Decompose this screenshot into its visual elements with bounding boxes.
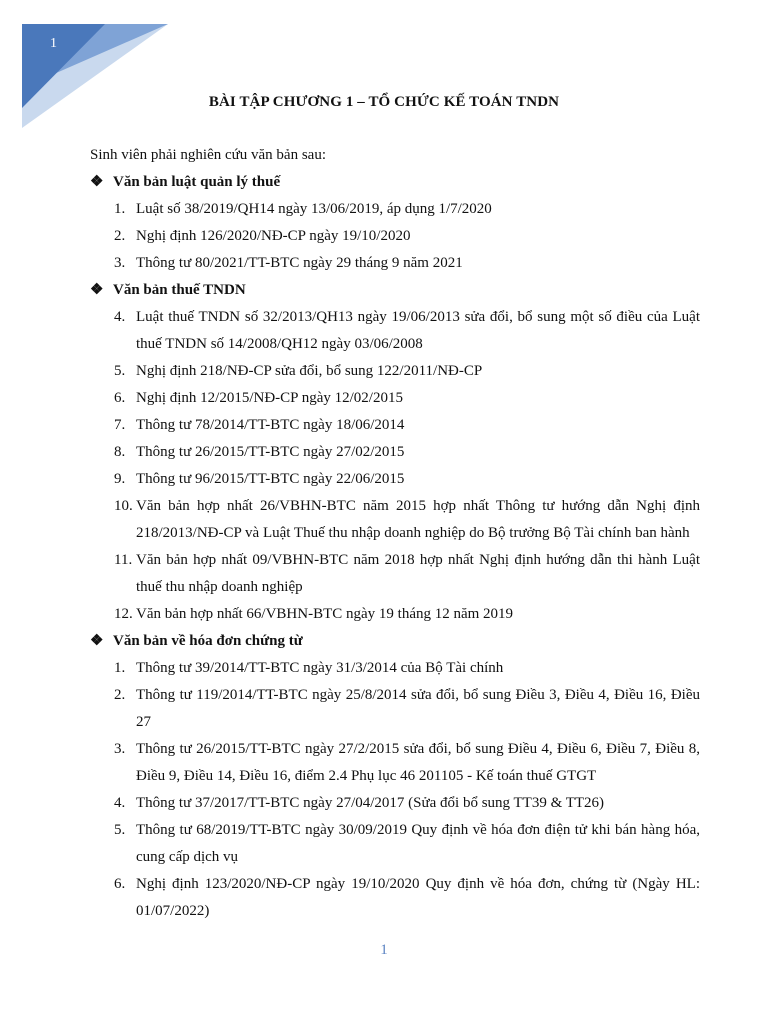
list-item [90, 790, 700, 817]
list-item [90, 412, 700, 439]
list-item-text: Nghị định 218/NĐ-CP sửa đổi, bổ sung 122/2011/NĐ-CP [136, 363, 483, 379]
list-item [90, 223, 700, 250]
section-heading [90, 169, 700, 196]
intro-text: Sinh viên phải nghiên cứu văn bản sau: [90, 147, 327, 163]
list-item-number: 3. [114, 255, 126, 271]
list-item-number: 4. [114, 795, 126, 811]
list-item-number: 5. [114, 363, 126, 379]
list-item [90, 304, 700, 358]
list-item [90, 250, 700, 277]
list-item-text: Văn bản hợp nhất 66/VBHN-BTC ngày 19 tháng 12 năm 2019 [136, 606, 514, 622]
list-item-text: Nghị định 12/2015/NĐ-CP ngày 12/02/2015 [136, 390, 403, 406]
corner-page-number: 1 [50, 36, 57, 51]
diamond-bullet-icon: ❖ [90, 633, 104, 649]
list-item-number: 5. [114, 822, 126, 838]
list-item-text: Thông tư 37/2017/TT-BTC ngày 27/04/2017 (Sửa đổi bổ sung TT39 & TT26) [136, 795, 605, 811]
list-item-number: 10. [114, 498, 133, 514]
diamond-bullet-icon: ❖ [90, 174, 104, 190]
list-item [90, 736, 700, 790]
page-corner-decoration [0, 0, 200, 140]
list-item-number: 8. [114, 444, 126, 460]
list-item-number: 2. [114, 228, 126, 244]
list-item-text: Thông tư 26/2015/TT-BTC ngày 27/2/2015 sửa đổi, bổ sung Điều 4, Điều 6, Điều 7, Điều 8, Điều 9, Điều 14, Điều 16, điểm 2.4 Phụ lục 46 201105 - Kế toán thuế GTGT [136, 741, 700, 784]
list-item-text: Thông tư 26/2015/TT-BTC ngày 27/02/2015 [136, 444, 405, 460]
list-item [90, 871, 700, 925]
list-item-number: 2. [114, 687, 126, 703]
diamond-bullet-icon: ❖ [90, 282, 104, 298]
list-item-number: 1. [114, 660, 126, 676]
list-item-text: Luật thuế TNDN số 32/2013/QH13 ngày 19/06/2013 sửa đổi, bổ sung một số điều của Luật thuế TNDN số 14/2008/QH12 ngày 03/06/2008 [136, 309, 700, 352]
list-item-text: Văn bản hợp nhất 09/VBHN-BTC năm 2018 hợp nhất Nghị định hướng dẫn thi hành Luật thuế thu nhập doanh nghiệp [136, 552, 700, 595]
list-item-text: Nghị định 126/2020/NĐ-CP ngày 19/10/2020 [136, 228, 411, 244]
list-item-text: Thông tư 68/2019/TT-BTC ngày 30/09/2019 Quy định về hóa đơn điện tử khi bán hàng hóa, cung cấp dịch vụ [136, 822, 700, 865]
list-item [90, 358, 700, 385]
list-item-number: 7. [114, 417, 126, 433]
list-item-number: 9. [114, 471, 126, 487]
list-item [90, 493, 700, 547]
list-item-number: 3. [114, 741, 126, 757]
list-item [90, 196, 700, 223]
section-heading [90, 277, 700, 304]
document-body [90, 142, 700, 925]
list-item-text: Nghị định 123/2020/NĐ-CP ngày 19/10/2020 Quy định về hóa đơn, chứng từ (Ngày HL: 01/07/2022) [136, 876, 700, 919]
list-item [90, 385, 700, 412]
list-item [90, 817, 700, 871]
section-heading [90, 628, 700, 655]
list-item-text: Thông tư 96/2015/TT-BTC ngày 22/06/2015 [136, 471, 405, 487]
list-item-number: 1. [114, 201, 126, 217]
list-item [90, 655, 700, 682]
list-item-number: 4. [114, 309, 126, 325]
list-item [90, 547, 700, 601]
list-item [90, 682, 700, 736]
footer-page-number: 1 [380, 942, 388, 958]
list-item-text: Thông tư 119/2014/TT-BTC ngày 25/8/2014 sửa đổi, bổ sung Điều 3, Điều 4, Điều 16, Điều 27 [136, 687, 700, 730]
list-item [90, 466, 700, 493]
section-heading-text: Văn bản thuế TNDN [113, 282, 246, 298]
section-heading-text: Văn bản luật quản lý thuế [113, 174, 281, 190]
list-item-text: Thông tư 78/2014/TT-BTC ngày 18/06/2014 [136, 417, 405, 433]
list-item [90, 601, 700, 628]
list-item-number: 11. [114, 552, 133, 568]
list-item-text: Văn bản hợp nhất 26/VBHN-BTC năm 2015 hợp nhất Thông tư hướng dẫn Nghị định 218/2013/NĐ-CP và Luật Thuế thu nhập doanh nghiệp do Bộ trưởng Bộ Tài chính ban hành [136, 498, 700, 541]
list-item-text: Luật số 38/2019/QH14 ngày 13/06/2019, áp dụng 1/7/2020 [136, 201, 492, 217]
list-item-text: Thông tư 39/2014/TT-BTC ngày 31/3/2014 của Bộ Tài chính [136, 660, 504, 676]
list-item-number: 12. [114, 606, 133, 622]
document-title: BÀI TẬP CHƯƠNG 1 – TỔ CHỨC KẾ TOÁN TNDN [208, 94, 560, 110]
list-item-text: Thông tư 80/2021/TT-BTC ngày 29 tháng 9 năm 2021 [136, 255, 463, 271]
list-item [90, 439, 700, 466]
list-item-number: 6. [114, 876, 126, 892]
section-heading-text: Văn bản về hóa đơn chứng từ [113, 633, 303, 649]
list-item-number: 6. [114, 390, 126, 406]
